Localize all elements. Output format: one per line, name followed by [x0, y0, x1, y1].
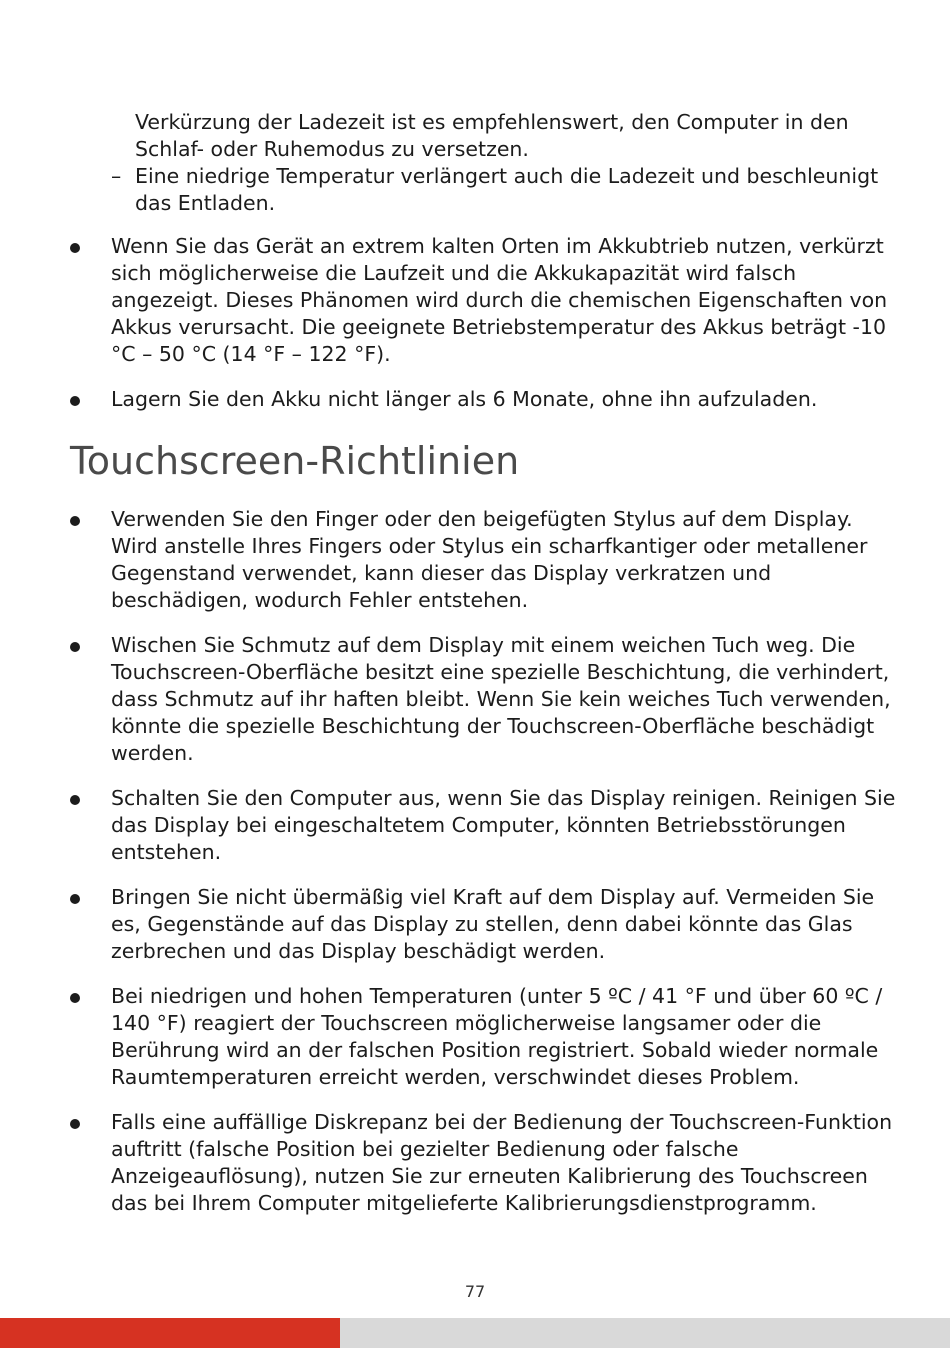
page-number: 77	[464, 1282, 486, 1301]
list-item-text: Wischen Sie Schmutz auf dem Display mit einem weichen Tuch weg. Die Touchscreen-Oberfläche besitzt eine spezielle Beschichtung, die verhindert, dass Schmutz auf ihr haften bleibt. Wenn Sie kein weiches Tuch verwenden, könnte die spezielle Beschichtung der Touchscreen-Oberfläche beschädigt werden.	[111, 633, 891, 765]
footer-bar	[0, 1318, 950, 1348]
footer-accent-bar	[0, 1318, 340, 1348]
footer-grey-bar	[340, 1318, 950, 1348]
dash-list-item	[111, 163, 911, 217]
list-item-text: Lagern Sie den Akku nicht länger als 6 Monate, ohne ihn aufzuladen.	[111, 387, 818, 411]
list-item	[0, 233, 950, 368]
list-item	[0, 884, 950, 965]
continued-text-line: Schlaf- oder Ruhemodus zu versetzen.	[135, 137, 529, 161]
list-item-text: Verwenden Sie den Finger oder den beigefügten Stylus auf dem Display. Wird anstelle Ihres Fingers oder Stylus ein scharfkantiger oder metallener Gegenstand verwendet, kann dieser das Display verkratzen und beschädigen, wodurch Fehler entstehen.	[111, 507, 868, 612]
list-item-text: Falls eine auffällige Diskrepanz bei der Bedienung der Touchscreen-Funktion auftritt (falsche Position bei gezielter Bedienung oder falsche Anzeigeauflösung), nutzen Sie zur erneuten Kalibrierung des Touchscreen das bei Ihrem Computer mitgelieferte Kalibrierungsdienstprogramm.	[111, 1110, 893, 1215]
continued-text-line: Verkürzung der Ladezeit ist es empfehlenswert, den Computer in den	[135, 110, 849, 134]
list-item	[0, 785, 950, 866]
list-item-text: Wenn Sie das Gerät an extrem kalten Orten im Akkubtrieb nutzen, verkürzt sich möglicherweise die Laufzeit und die Akkukapazität wird falsch angezeigt. Dieses Phänomen wird durch die chemischen Eigenschaften von Akkus verursacht. Die geeignete Betriebstemperatur des Akkus beträgt -10 °C – 50 °C (14 °F – 122 °F).	[111, 234, 888, 366]
list-item	[0, 386, 950, 413]
bullet-icon	[70, 396, 80, 406]
bullet-icon	[70, 795, 80, 805]
section-heading: Touchscreen-Richtlinien	[70, 439, 520, 483]
bullet-icon	[70, 1119, 80, 1129]
list-item-text: Bringen Sie nicht übermäßig viel Kraft auf dem Display auf. Vermeiden Sie es, Gegenstände auf das Display zu stellen, denn dabei könnte das Glas zerbrechen und das Display beschädigt werden.	[111, 885, 875, 963]
continued-list	[111, 109, 911, 217]
list-item	[0, 632, 950, 767]
list-item-text: Bei niedrigen und hohen Temperaturen (unter 5 ºC / 41 °F und über 60 ºC / 140 °F) reagiert der Touchscreen möglicherweise langsamer oder die Berührung wird an der falschen Position registriert. Sobald wieder normale Raumtemperaturen erreicht werden, verschwindet dieses Problem.	[111, 984, 883, 1089]
bullet-icon	[70, 642, 80, 652]
dash-marker: –	[111, 164, 122, 188]
list-item	[0, 983, 950, 1091]
bullet-icon	[70, 894, 80, 904]
list-item-text: Schalten Sie den Computer aus, wenn Sie das Display reinigen. Reinigen Sie das Display bei eingeschaltetem Computer, könnten Betriebsstörungen entstehen.	[111, 786, 896, 864]
dash-list-text: Eine niedrige Temperatur verlängert auch die Ladezeit und beschleunigt das Entladen.	[135, 164, 879, 215]
list-item	[0, 1109, 950, 1217]
list-item	[0, 506, 950, 614]
bullet-icon	[70, 993, 80, 1003]
bullet-icon	[70, 516, 80, 526]
touchscreen-bullet-list	[0, 506, 950, 1235]
bullet-icon	[70, 243, 80, 253]
battery-bullet-list	[0, 233, 950, 413]
